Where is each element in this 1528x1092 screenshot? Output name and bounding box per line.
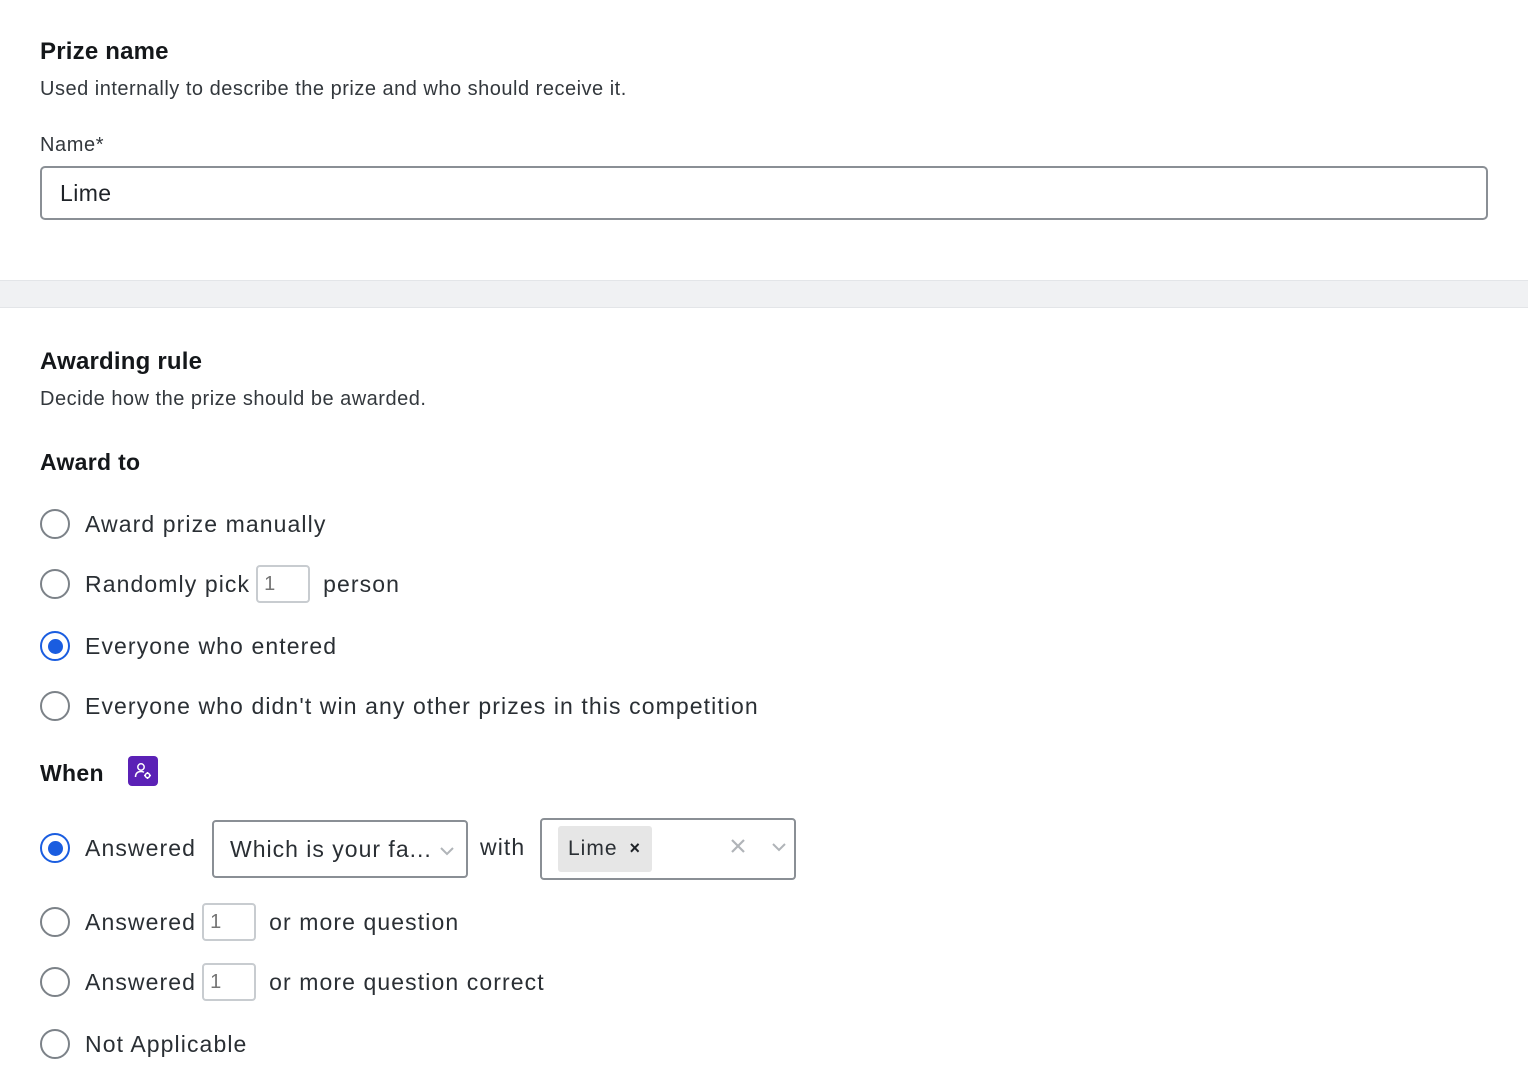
when-heading: When xyxy=(40,760,104,786)
answered-count-input[interactable] xyxy=(202,903,256,941)
answer-chip-label: Lime xyxy=(568,837,618,860)
radio-when-answered-with[interactable] xyxy=(40,833,70,863)
question-select[interactable] xyxy=(212,820,468,878)
radio-award-non-winners[interactable] xyxy=(40,691,70,721)
radio-when-answered-correct[interactable] xyxy=(40,967,70,997)
when-option-suffix: or more question correct xyxy=(269,968,545,995)
when-option-answered-correct[interactable] xyxy=(40,964,545,1000)
prize-name-description: Used internally to describe the prize and who should receive it. xyxy=(40,78,627,100)
answer-chip xyxy=(558,826,652,872)
question-select-value: Which is your fa... xyxy=(230,835,432,862)
radio-when-not-applicable[interactable] xyxy=(40,1029,70,1059)
awarding-rule-title: Awarding rule xyxy=(40,348,203,375)
award-option-non-winners[interactable] xyxy=(40,688,759,724)
clear-icon[interactable] xyxy=(726,834,750,858)
radio-selected-dot xyxy=(48,639,63,654)
awarding-rule-description: Decide how the prize should be awarded. xyxy=(40,388,427,410)
answer-multiselect[interactable] xyxy=(540,818,796,880)
award-option-label: Randomly pick xyxy=(85,570,251,597)
chip-remove-icon[interactable]: × xyxy=(629,838,640,858)
radio-selected-dot xyxy=(48,841,63,856)
when-option-label: Not Applicable xyxy=(85,1030,248,1057)
prize-name-title: Prize name xyxy=(40,38,169,65)
award-option-label: Award prize manually xyxy=(85,510,327,537)
radio-award-manual[interactable] xyxy=(40,509,70,539)
with-label: with xyxy=(480,834,526,860)
when-option-suffix: or more question xyxy=(269,908,460,935)
award-option-random[interactable] xyxy=(40,566,400,602)
when-option-label: Answered xyxy=(85,968,197,995)
award-option-suffix: person xyxy=(323,570,401,597)
award-option-manual[interactable] xyxy=(40,506,326,542)
name-field-label: Name* xyxy=(40,134,105,156)
chevron-down-icon[interactable] xyxy=(768,836,790,858)
award-option-label: Everyone who didn't win any other prizes in this competition xyxy=(85,692,759,719)
when-option-label: Answered xyxy=(85,908,197,935)
radio-award-everyone[interactable] xyxy=(40,631,70,661)
name-input[interactable] xyxy=(40,166,1488,220)
radio-when-answered-count[interactable] xyxy=(40,907,70,937)
award-option-everyone[interactable] xyxy=(40,628,337,664)
award-option-label: Everyone who entered xyxy=(85,632,338,659)
user-settings-icon[interactable] xyxy=(128,756,158,786)
radio-award-random[interactable] xyxy=(40,569,70,599)
when-option-answered-count[interactable] xyxy=(40,904,459,940)
answered-correct-count-input[interactable] xyxy=(202,963,256,1001)
when-option-not-applicable[interactable] xyxy=(40,1026,247,1062)
when-option-label: Answered xyxy=(85,834,197,861)
chevron-down-icon xyxy=(436,840,458,862)
section-divider xyxy=(0,280,1528,308)
award-to-heading: Award to xyxy=(40,449,141,475)
random-pick-count-input[interactable] xyxy=(256,565,310,603)
when-option-answered-with[interactable] xyxy=(40,830,196,866)
